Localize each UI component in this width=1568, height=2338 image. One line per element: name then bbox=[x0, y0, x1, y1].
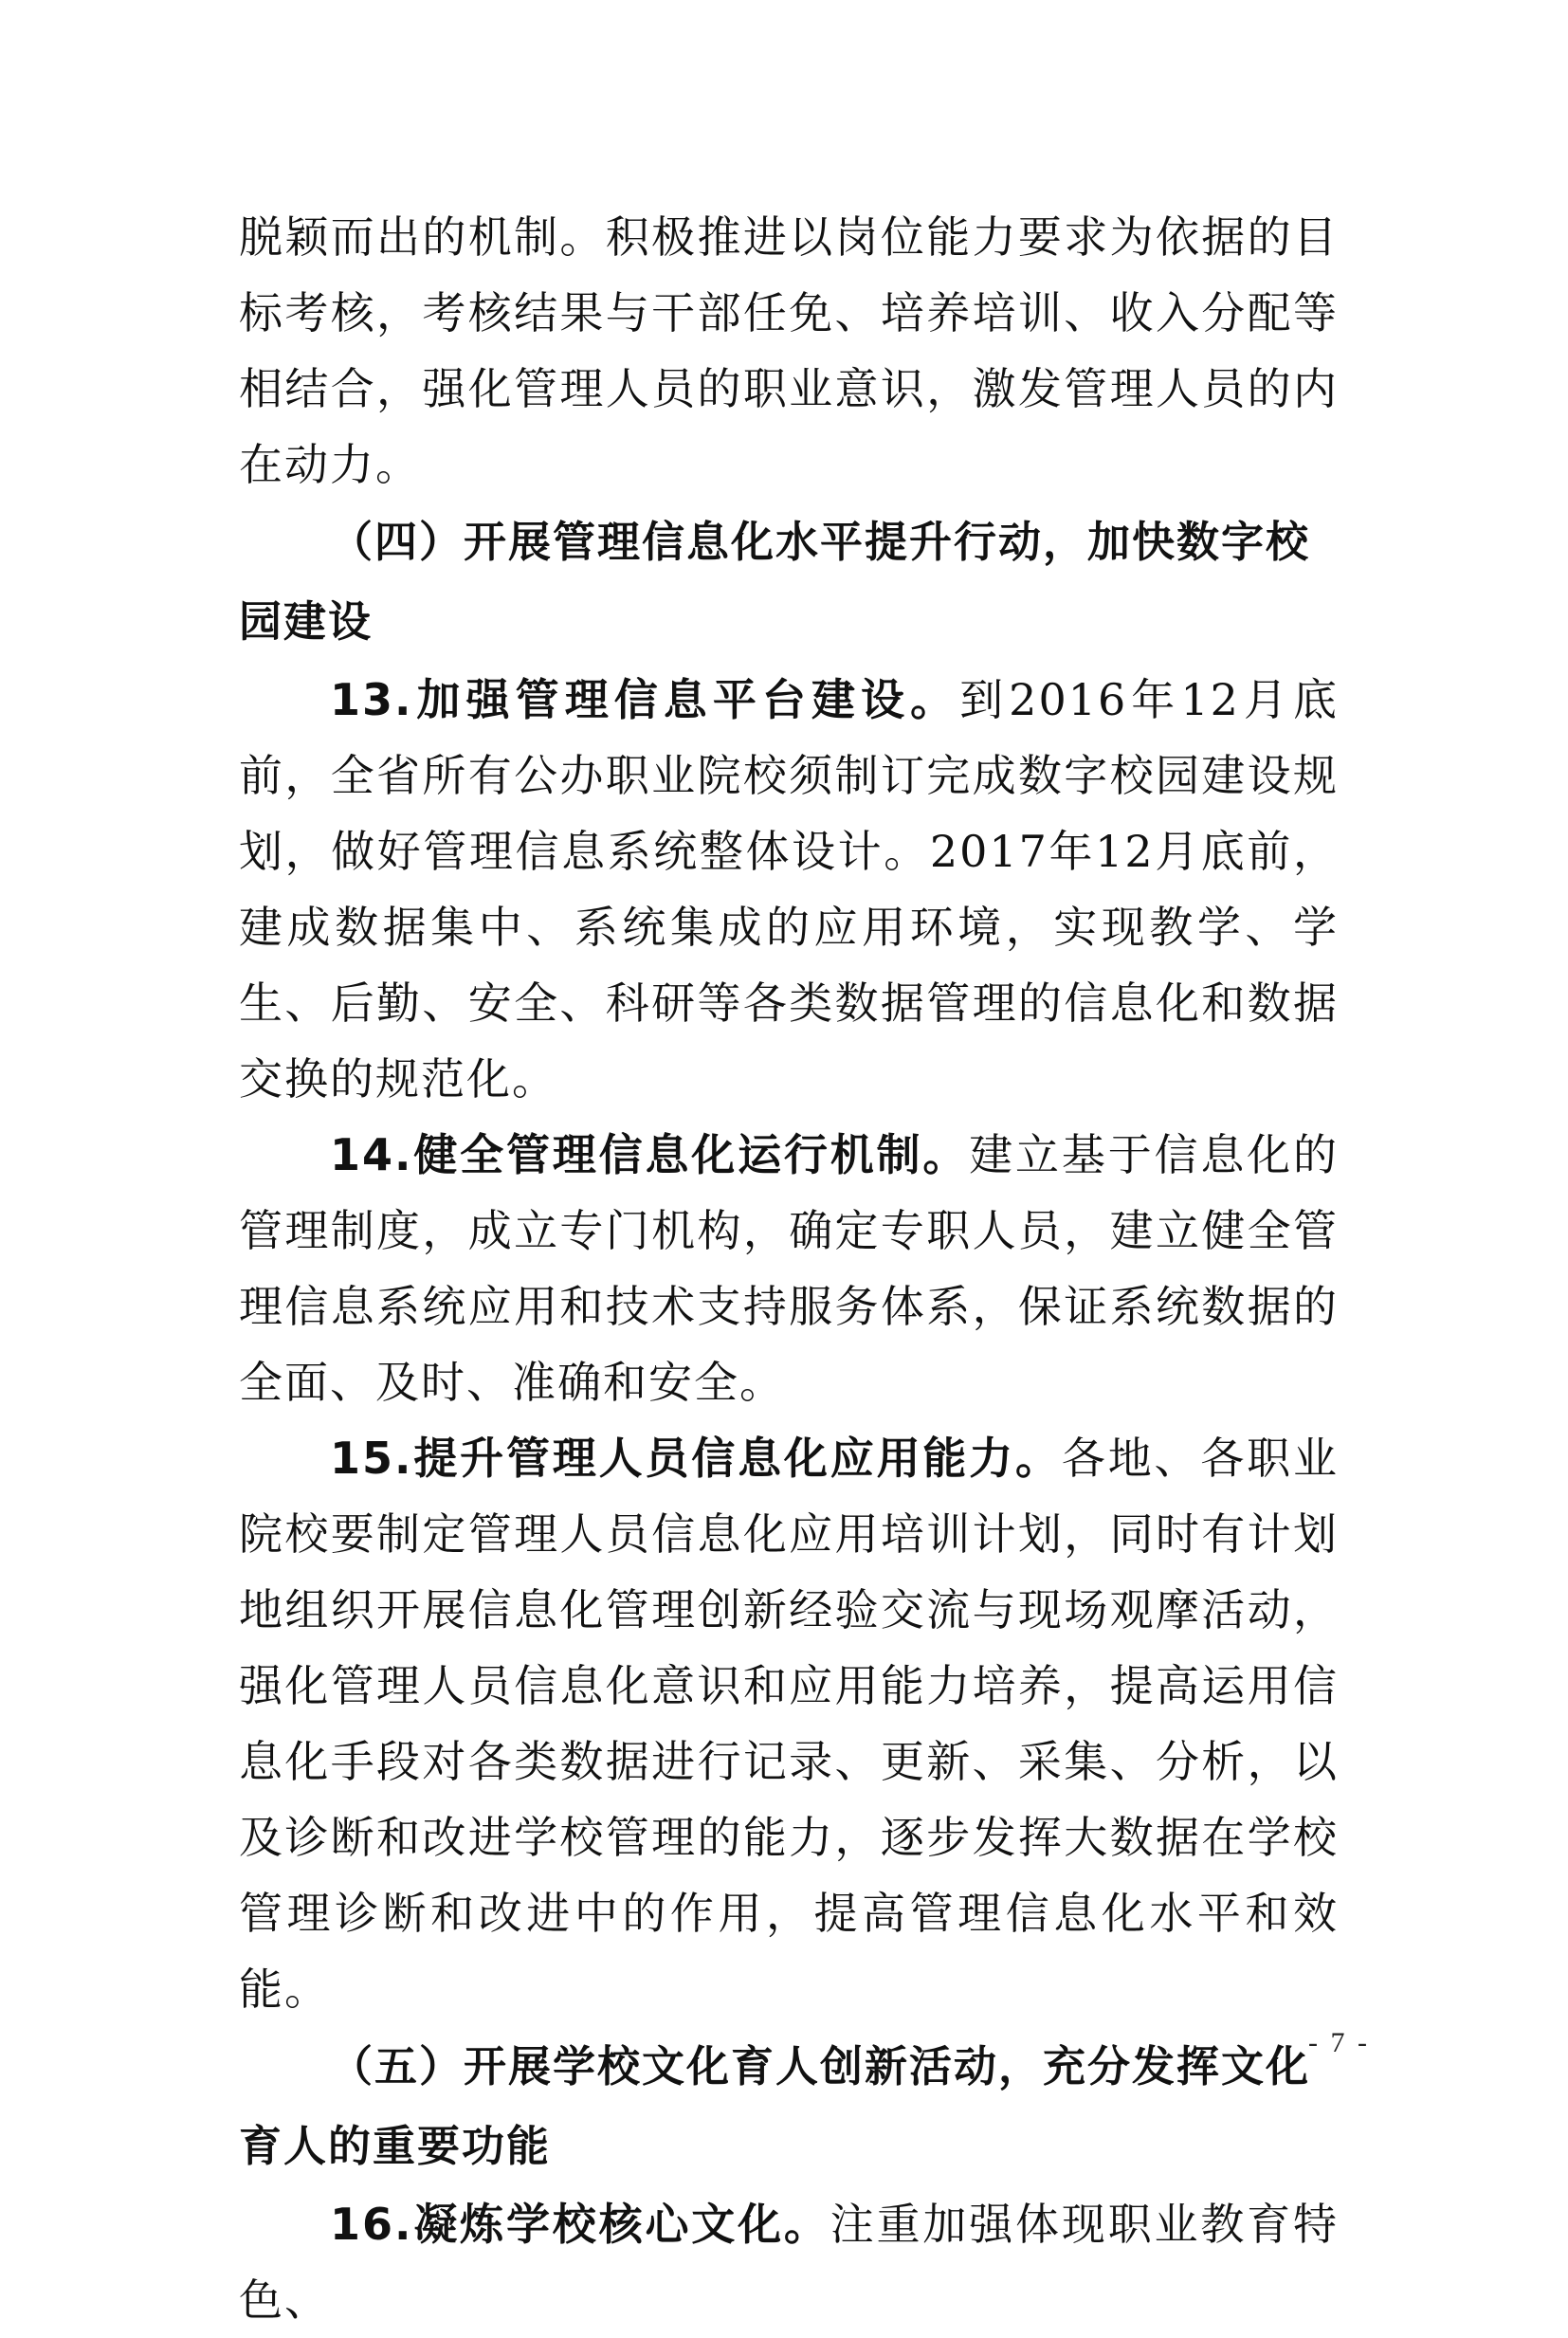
item-13-title: 13.加强管理信息平台建设。 bbox=[330, 674, 960, 725]
item-13-body: 到2016年12月底前，全省所有公办职业院校须制订完成数字校园建设规划，做好管理信息系统整体设计。2017年12月底前，建成数据集中、系统集成的应用环境，实现教学、学生、后勤、安全、科研等各类数据管理的信息化和数据交换的规范化。 bbox=[239, 674, 1339, 1105]
item-16-body: 注重加强体现职业教育特色、 bbox=[239, 2199, 1339, 2326]
section-heading-4: （四）开展管理信息化水平提升行动，加快数字校园建设 bbox=[239, 517, 1311, 647]
item-14-paragraph bbox=[239, 1117, 1339, 1420]
continuation-paragraph: 脱颖而出的机制。积极推进以岗位能力要求为依据的目标考核，考核结果与干部任免、培养培训、收入分配等相结合，强化管理人员的职业意识，激发管理人员的内在动力。 bbox=[239, 211, 1339, 490]
item-16-title: 16.凝炼学校核心文化。 bbox=[330, 2199, 830, 2250]
item-16-paragraph bbox=[239, 2186, 1339, 2338]
document-body bbox=[239, 199, 1339, 2338]
page-number: - 7 - bbox=[1308, 2027, 1370, 2058]
item-15-title: 15.提升管理人员信息化应用能力。 bbox=[330, 1433, 1062, 1484]
item-13-paragraph bbox=[239, 662, 1339, 1117]
item-14-title: 14.健全管理信息化运行机制。 bbox=[330, 1129, 970, 1180]
item-15-body: 各地、各职业院校要制定管理人员信息化应用培训计划，同时有计划地组织开展信息化管理创新经验交流与现场观摩活动，强化管理人员信息化意识和应用能力培养，提高运用信息化手段对各类数据进行记录、更新、采集、分析，以及诊断和改进学校管理的能力，逐步发挥大数据在学校管理诊断和改进中的作用，提高管理信息化水平和效能。 bbox=[239, 1433, 1340, 2015]
item-14-body: 建立基于信息化的管理制度，成立专门机构，确定专职人员，建立健全管理信息系统应用和技术支持服务体系，保证系统数据的全面、及时、准确和安全。 bbox=[239, 1129, 1339, 1408]
section-heading-5: （五）开展学校文化育人创新活动，充分发挥文化育人的重要功能 bbox=[239, 2041, 1311, 2171]
item-15-paragraph bbox=[239, 1420, 1339, 2027]
